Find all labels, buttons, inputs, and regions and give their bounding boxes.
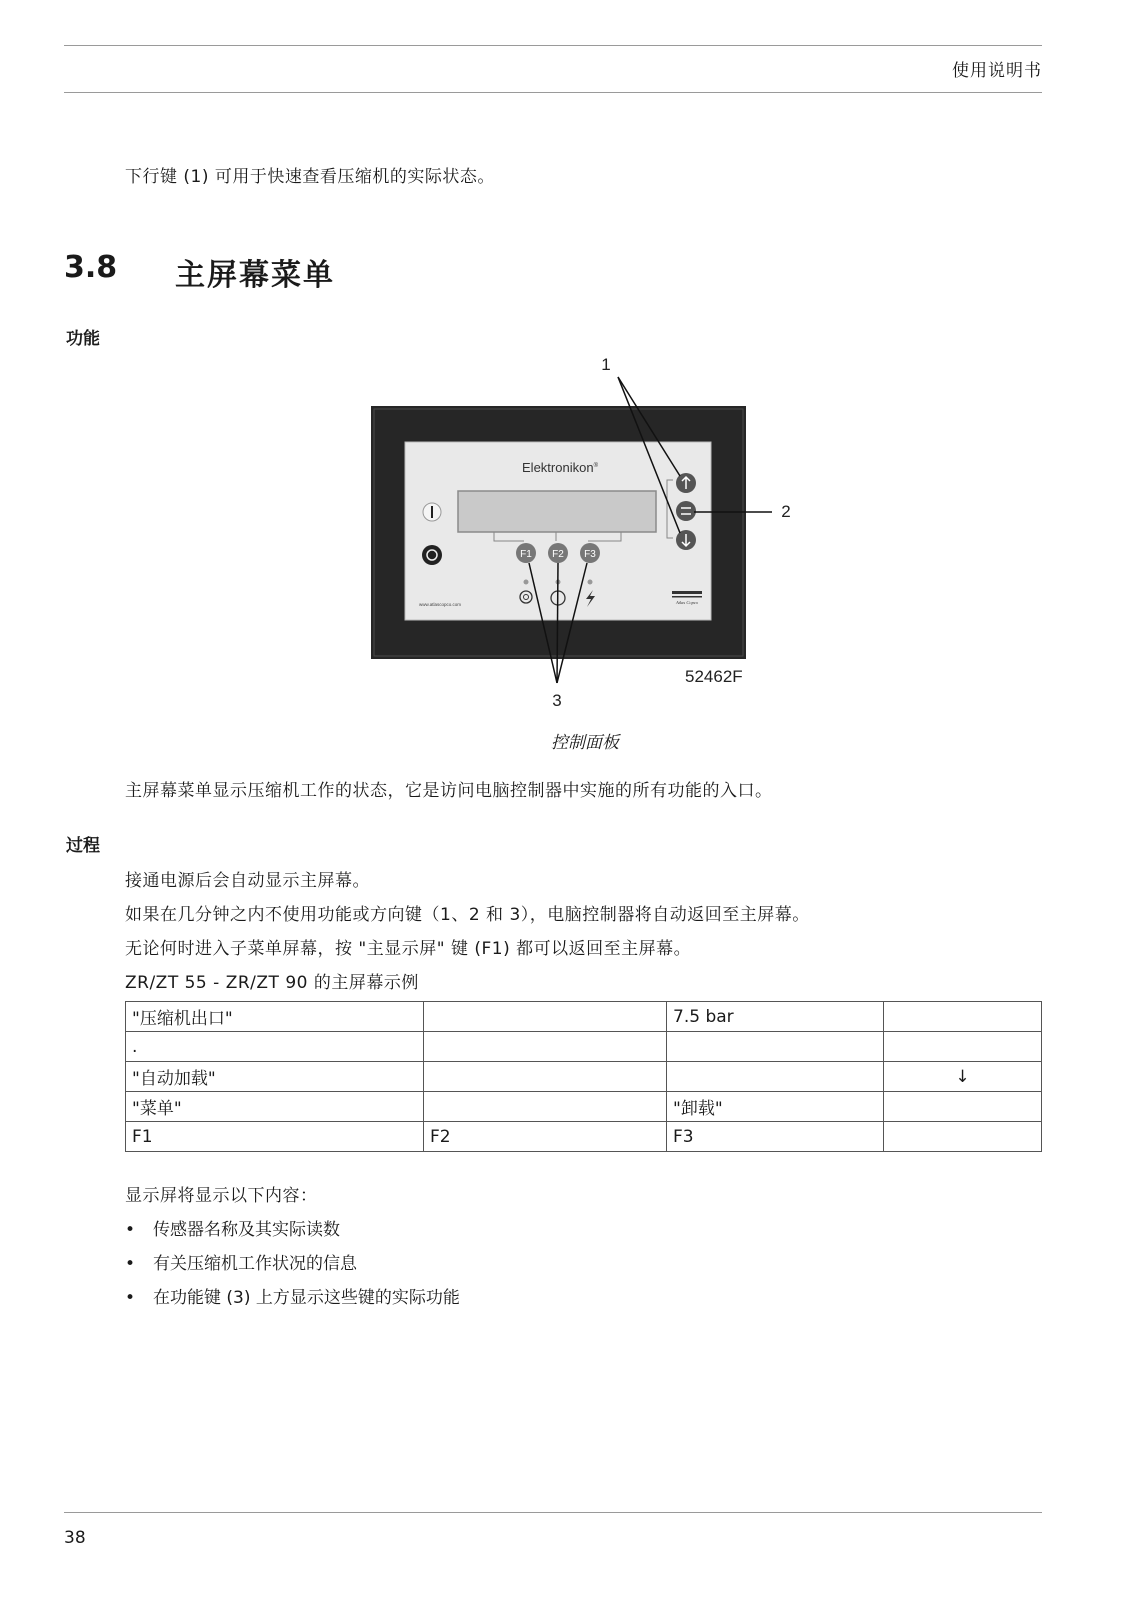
list-item-text: 有关压缩机工作状况的信息	[153, 1254, 357, 1274]
table-cell: 7.5 bar	[667, 1002, 884, 1032]
control-panel-figure	[360, 350, 800, 710]
table-cell: F2	[424, 1122, 667, 1152]
stop-button	[422, 545, 442, 565]
bullet-icon: •	[125, 1288, 136, 1308]
section-number: 3.8	[64, 250, 118, 285]
table-cell	[424, 1062, 667, 1092]
website-label: www.atlascopco.com	[419, 602, 462, 607]
table-cell: "压缩机出口"	[126, 1002, 424, 1032]
bullet-icon: •	[125, 1254, 136, 1274]
description-text: 主屏幕菜单显示压缩机工作的状态，它是访问电脑控制器中实施的所有功能的入口。	[125, 781, 773, 801]
table-cell	[884, 1032, 1042, 1062]
figure-caption: 控制面板	[551, 733, 619, 753]
table-cell	[884, 1092, 1042, 1122]
header-title: 使用说明书	[952, 61, 1042, 81]
process-line-3: 无论何时进入子菜单屏幕，按 "主显示屏" 键 (F1) 都可以返回至主屏幕。	[125, 939, 692, 959]
page-number: 38	[64, 1528, 86, 1548]
table-cell	[667, 1032, 884, 1062]
function-heading: 功能	[66, 329, 100, 349]
table-row	[126, 1002, 1042, 1032]
table-cell	[424, 1092, 667, 1122]
start-button	[423, 503, 441, 521]
lcd-display	[458, 491, 656, 532]
table-cell: .	[126, 1032, 424, 1062]
section-title: 主屏幕菜单	[175, 258, 335, 293]
table-cell	[884, 1002, 1042, 1032]
down-arrow-key	[676, 530, 696, 550]
table-cell	[667, 1062, 884, 1092]
table-cell: "自动加载"	[126, 1062, 424, 1092]
list-item	[125, 1249, 357, 1274]
table-cell: F3	[667, 1122, 884, 1152]
process-line-1: 接通电源后会自动显示主屏幕。	[125, 871, 370, 891]
list-item	[125, 1215, 340, 1240]
header-top-rule	[64, 45, 1042, 46]
down-arrow-icon: ↓	[884, 1062, 1042, 1092]
table-row	[126, 1032, 1042, 1062]
table-cell	[424, 1032, 667, 1062]
intro-text: 下行键 (1) 可用于快速查看压缩机的实际状态。	[125, 167, 495, 187]
table-cell: "卸载"	[667, 1092, 884, 1122]
f1-key	[516, 543, 536, 563]
footer-rule	[64, 1512, 1042, 1513]
callout-3-label: 3	[552, 691, 562, 710]
callout-1-label: 1	[601, 355, 611, 374]
table-cell	[884, 1122, 1042, 1152]
table-row	[126, 1092, 1042, 1122]
list-item	[125, 1283, 460, 1308]
figure-code: 52462F	[685, 667, 743, 686]
table-cell	[424, 1002, 667, 1032]
enter-key	[676, 501, 696, 521]
list-item-text: 传感器名称及其实际读数	[153, 1220, 340, 1240]
table-row	[126, 1122, 1042, 1152]
list-item-text: 在功能键 (3) 上方显示这些键的实际功能	[153, 1288, 460, 1308]
svg-text:Atlas Copco: Atlas Copco	[675, 600, 699, 605]
f3-key	[580, 543, 600, 563]
callout-2-label: 2	[781, 502, 791, 521]
table-cell: F1	[126, 1122, 424, 1152]
f2-key	[548, 543, 568, 563]
bullet-icon: •	[125, 1220, 136, 1240]
svg-text:F1: F1	[520, 549, 532, 560]
up-arrow-key	[676, 473, 696, 493]
process-line-4: ZR/ZT 55 - ZR/ZT 90 的主屏幕示例	[125, 973, 419, 993]
table-row	[126, 1062, 1042, 1092]
brand-label: Elektronikon®	[522, 460, 598, 475]
svg-text:F3: F3	[584, 549, 596, 560]
table-cell: "菜单"	[126, 1092, 424, 1122]
header-bottom-rule	[64, 92, 1042, 93]
process-line-2: 如果在几分钟之内不使用功能或方向键（1、2 和 3），电脑控制器将自动返回至主屏幕。	[125, 905, 810, 925]
display-intro: 显示屏将显示以下内容：	[125, 1186, 318, 1206]
process-heading: 过程	[66, 836, 100, 856]
svg-text:F2: F2	[552, 549, 564, 560]
main-screen-example-table	[125, 1001, 1042, 1152]
